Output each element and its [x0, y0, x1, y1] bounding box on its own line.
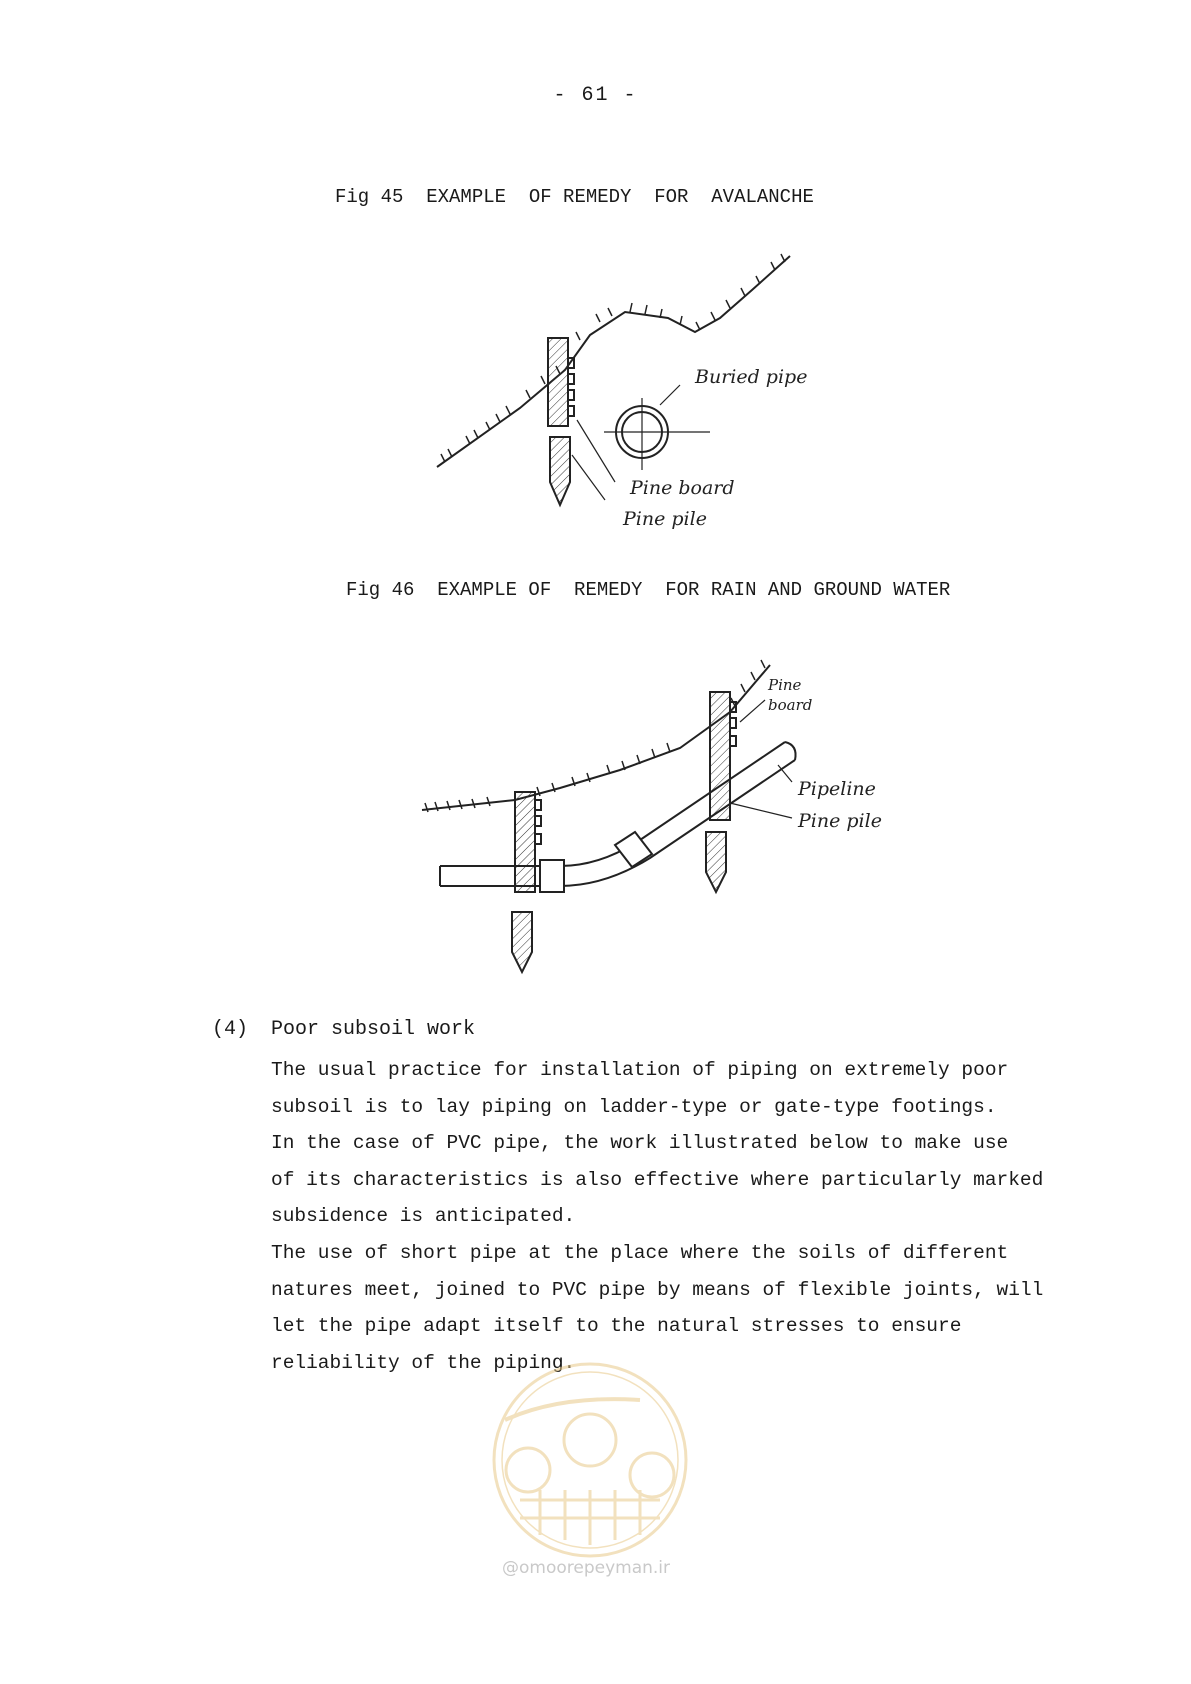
fig45-pine-pile: [550, 437, 570, 505]
page-number: - 61 -: [553, 84, 638, 107]
fig45-pine-board: [548, 338, 568, 426]
fig45-label-pine-pile: Pine pile: [623, 508, 707, 530]
fig45-label-buried-pipe: Buried pipe: [695, 366, 808, 388]
paragraph-line: natures meet, joined to PVC pipe by means of flexible joints, will: [271, 1278, 1044, 1301]
paragraph-line: The use of short pipe at the place where the soils of different: [271, 1241, 1009, 1264]
fig46-ground-line: [422, 665, 770, 810]
fig46-pine-board-right: [710, 692, 730, 820]
paragraph-line: let the pipe adapt itself to the natural stresses to ensure: [271, 1315, 962, 1338]
fig45-caption: Fig 45 EXAMPLE OF REMEDY FOR AVALANCHE: [335, 186, 814, 208]
fig46-label-pine-pile: Pine pile: [798, 810, 882, 832]
paragraph-line: of its characteristics is also effective where particularly marked: [271, 1168, 1044, 1191]
fig46-label-pine: Pine: [768, 676, 802, 694]
section-paragraph: [271, 1052, 1131, 1381]
fig46-caption: Fig 46 EXAMPLE OF REMEDY FOR RAIN AND GROUND WATER: [346, 579, 951, 601]
paragraph-line: reliability of the piping.: [271, 1351, 576, 1374]
fig46-label-board: board: [768, 696, 813, 714]
fig46-pipeline: [440, 742, 785, 866]
fig46-pine-pile-left: [512, 912, 532, 972]
paragraph-line: subsoil is to lay piping on ladder-type or gate-type footings.: [271, 1095, 997, 1118]
fig45-buried-pipe: [616, 406, 668, 458]
paragraph-line: subsidence is anticipated.: [271, 1205, 576, 1228]
fig45-ground-line: [437, 256, 790, 467]
paragraph-line: In the case of PVC pipe, the work illustrated below to make use: [271, 1132, 1009, 1155]
fig45-label-pine-board: Pine board: [630, 477, 735, 499]
section-title: Poor subsoil work: [271, 1018, 476, 1041]
fig46-pine-board-left: [515, 792, 535, 892]
section-number: (4): [212, 1018, 249, 1041]
watermark-text: @omoorepeyman.ir: [502, 1558, 671, 1578]
fig46-pine-pile-right: [706, 832, 726, 892]
fig46-label-pipeline: Pipeline: [798, 778, 876, 800]
paragraph-line: The usual practice for installation of piping on extremely poor: [271, 1059, 1009, 1081]
